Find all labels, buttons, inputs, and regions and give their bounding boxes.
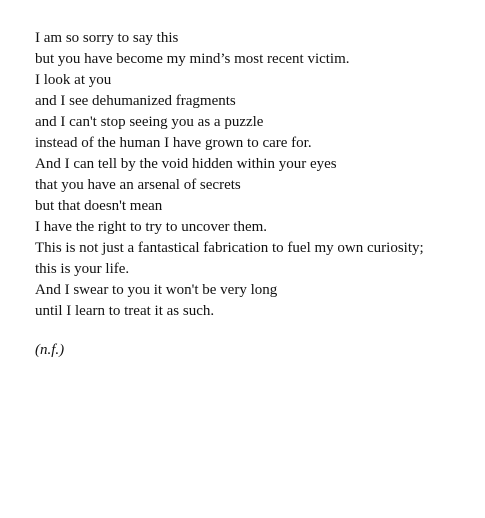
poem-line: this is your life.	[35, 261, 130, 277]
poem-line: and I see dehumanized fragments	[35, 93, 236, 109]
poem-line: but that doesn't mean	[35, 198, 163, 214]
poem-line: until I learn to treat it as such.	[35, 303, 215, 319]
poem-line: And I can tell by the void hidden within your eyes	[35, 156, 337, 172]
poem-line: And I swear to you it won't be very long	[35, 282, 278, 298]
poem-line: I have the right to try to uncover them.	[35, 219, 268, 235]
poem-line: and I can't stop seeing you as a puzzle	[35, 114, 264, 130]
poem-line: I look at you	[35, 72, 112, 88]
poem-line: that you have an arsenal of secrets	[35, 177, 241, 193]
poem-text	[35, 28, 475, 322]
author-signature: (n.f.)	[35, 342, 65, 358]
poem-line: but you have become my mind’s most recent victim.	[35, 51, 350, 67]
poem-line: instead of the human I have grown to care for.	[35, 135, 312, 151]
poem-line: I am so sorry to say this	[35, 30, 179, 46]
poem-line: This is not just a fantastical fabrication to fuel my own curiosity;	[35, 240, 424, 256]
